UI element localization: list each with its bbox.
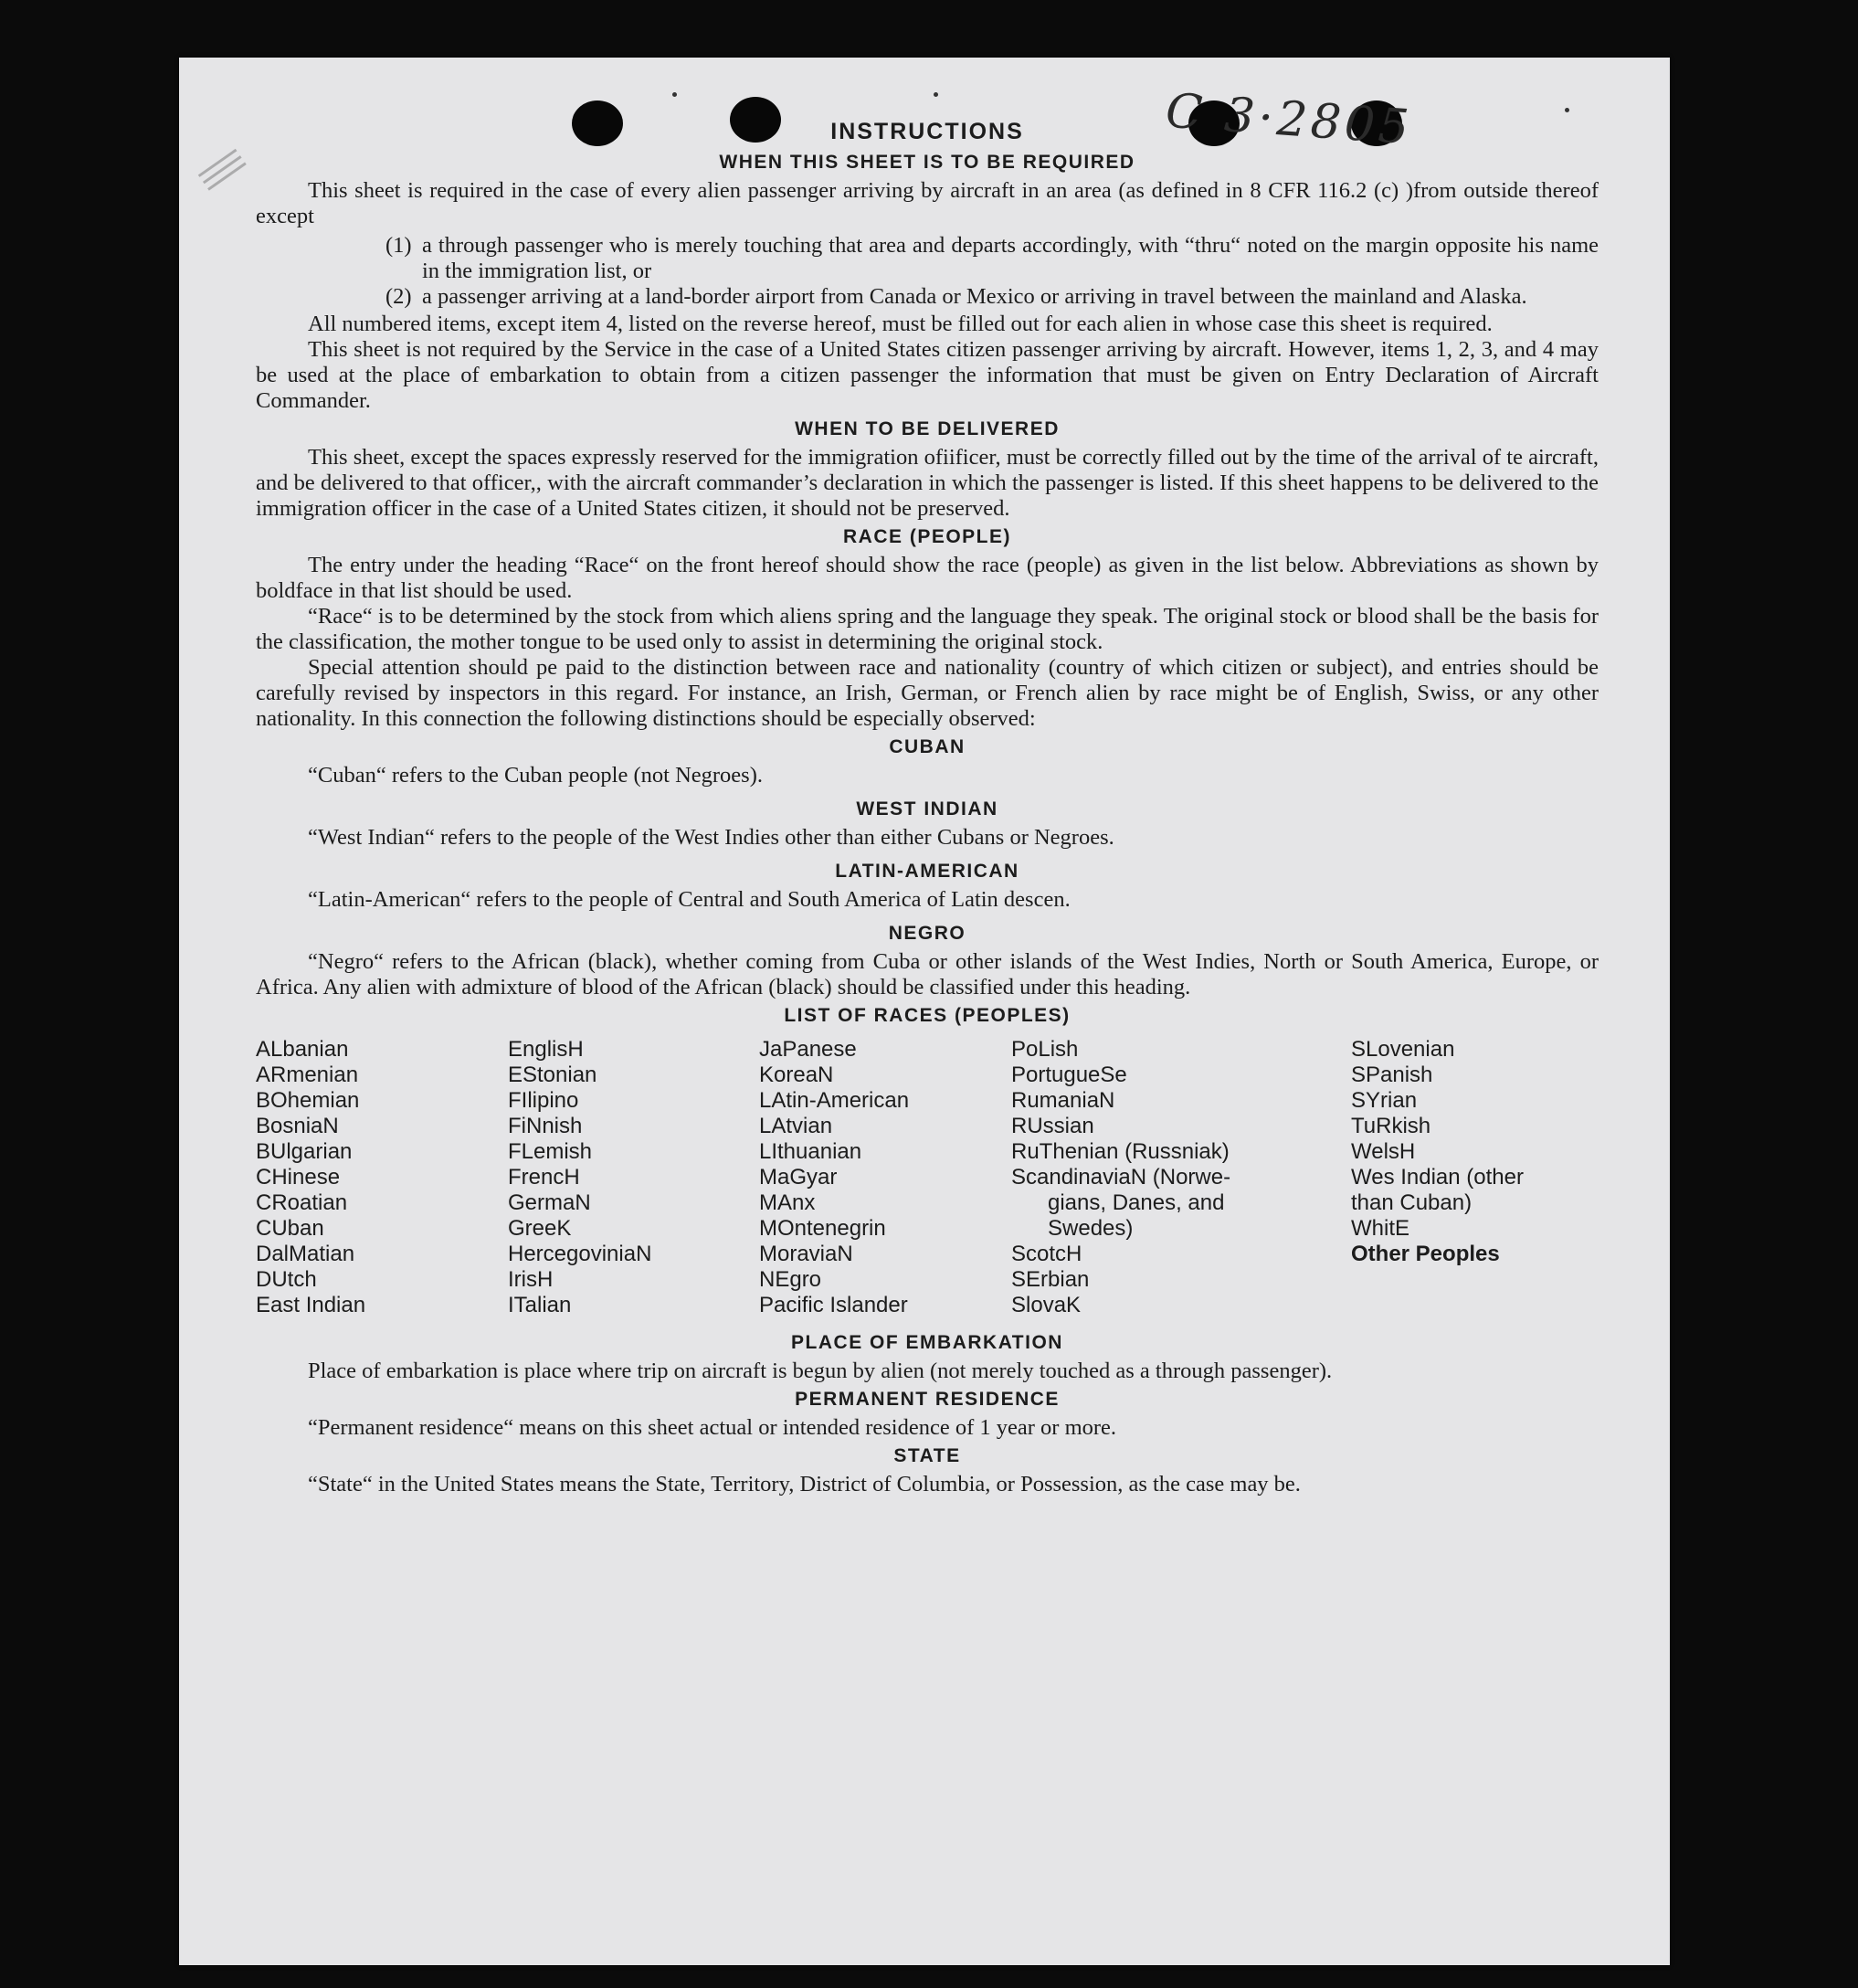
race-entry: EnglisH [508,1037,584,1062]
race-entry: East Indian [256,1293,366,1317]
paragraph: Place of embarkation is place where trip on aircraft is begun by alien (not merely touched as a through passenger). [308,1359,1333,1383]
race-entry: ALbanian [256,1037,349,1062]
race-entry: BosniaN [256,1114,339,1138]
paragraph: Special attention should pe paid to the distinction between race and nationality (country of which citizen or subject), and entries should be carefully revised by inspectors in this regard. For instance, an Irish, German, or French alien by race might be of English, Swiss, or any other nationality. In this connection the following distinctions should be especially observed: [256,655,1599,731]
race-entry: LAtvian [759,1114,833,1138]
race-entry: GreeK [508,1216,572,1241]
race-entry: BUlgarian [256,1139,353,1164]
paragraph: “Permanent residence“ means on this sheet actual or intended residence of 1 year or more. [308,1415,1117,1440]
race-entry: SYrian [1351,1088,1418,1113]
race-entry: DUtch [256,1267,317,1292]
races-column [759,1037,1011,1318]
race-entry: ScotcH [1011,1242,1082,1266]
races-list [256,1037,1599,1318]
race-entry: ITalian [508,1293,572,1317]
race-entry: SlovaK [1011,1293,1082,1317]
race-entry: SErbian [1011,1267,1090,1292]
race-entry: Other Peoples [1351,1242,1500,1266]
race-entry: CUban [256,1216,324,1241]
races-column [1011,1037,1351,1318]
paragraph: “West Indian“ refers to the people of the West Indies other than either Cubans or Negroes. [308,825,1114,850]
paragraph: “State“ in the United States means the State, Territory, District of Columbia, or Possession, as the case may be. [308,1472,1301,1496]
race-entry: Swedes) [1048,1216,1134,1241]
instructions-text [256,116,1599,1497]
race-entry: Pacific Islander [759,1293,908,1317]
paragraph: “Negro“ refers to the African (black), whether coming from Cuba or other islands of the West Indies, North or South America, Europe, or Africa. Any alien with admixture of blood of the African (black) should be classified under this heading. [256,949,1599,999]
paragraph: “Latin-American“ refers to the people of Central and South America of Latin descen. [308,887,1071,912]
section-heading: LIST OF RACES (PEOPLES) [784,1005,1071,1026]
race-entry: FiNnish [508,1114,583,1138]
section-heading: RACE (PEOPLE) [842,526,1011,547]
section-heading: LATIN-AMERICAN [835,861,1019,882]
section-heading: CUBAN [889,736,966,757]
paragraph: This sheet, except the spaces expressly reserved for the immigration ofiificer, must be correctly filled out by the time of the arrival of te aircraft, and be delivered to that officer,, with the aircraft commander’s declaration in which the passenger is listed. If this sheet happens to be delivered to the immigration officer in the case of a United States citizen, it should not be preserved. [256,445,1599,521]
race-entry: ARmenian [256,1063,359,1087]
race-entry: WhitE [1351,1216,1410,1241]
race-entry: LAtin-American [759,1088,910,1113]
race-entry: CHinese [256,1165,341,1190]
race-entry: RuThenian (Russniak) [1011,1139,1230,1164]
list-item: (2) a passenger arriving at a land-border airport from Canada or Mexico or arriving in travel between the mainland and Alaska. [385,284,1527,309]
section-heading: STATE [893,1445,961,1466]
race-entry: JaPanese [759,1037,857,1062]
race-entry: NEgro [759,1267,822,1292]
race-entry: PortugueSe [1011,1063,1127,1087]
race-entry: ScandinaviaN (Norwe- [1011,1165,1231,1190]
race-entry: than Cuban) [1351,1190,1473,1215]
race-entry: MaGyar [759,1165,838,1190]
list-item: (1) a through passenger who is merely touching that area and departs accordingly, with “thru“ noted on the margin opposite his name in the immigration list, or [385,233,1599,283]
race-entry: WelsH [1351,1139,1416,1164]
race-entry: BOhemian [256,1088,360,1113]
race-entry: KoreaN [759,1063,834,1087]
race-entry: SLovenian [1351,1037,1455,1062]
race-entry: GermaN [508,1190,591,1215]
section-heading: WHEN THIS SHEET IS TO BE REQUIRED [719,152,1135,173]
paragraph: This sheet is not required by the Service in the case of a United States citizen passenger arriving by aircraft. However, items 1, 2, 3, and 4 may be used at the place of embarkation to obtain from a citizen passenger the information that must be given on Entry Declaration of Aircraft Commander. [256,337,1599,413]
race-entry: HercegoviniaN [508,1242,652,1266]
race-entry: IrisH [508,1267,554,1292]
race-entry: PoLish [1011,1037,1079,1062]
race-entry: MOntenegrin [759,1216,886,1241]
race-entry: RumaniaN [1011,1088,1115,1113]
races-column [508,1037,759,1318]
paragraph: “Cuban“ refers to the Cuban people (not Negroes). [308,763,763,788]
race-entry: FrencH [508,1165,580,1190]
race-entry: DalMatian [256,1242,355,1266]
section-heading: WEST INDIAN [856,798,998,820]
section-heading: PERMANENT RESIDENCE [795,1389,1060,1410]
exception-list [385,233,1599,310]
handwritten-note: C 3·2805 [1164,83,1415,156]
paragraph: This sheet is required in the case of every alien passenger arriving by aircraft in an area (as defined in 8 CFR 116.2 (c) )from outside thereof except [256,178,1599,228]
paragraph: “Race“ is to be determined by the stock from which aliens spring and the language they speak. The original stock or blood shall be the basis for the classification, the mother tongue to be used only to assist in determining the original stock. [256,604,1599,654]
race-entry: EStonian [508,1063,597,1087]
page-title: INSTRUCTIONS [830,119,1024,144]
races-column [1351,1037,1599,1318]
section-heading: WHEN TO BE DELIVERED [795,418,1060,439]
paragraph: The entry under the heading “Race“ on the front hereof should show the race (people) as given in the list below. Abbreviations as shown by boldface in that list should be used. [256,553,1599,603]
race-entry: RUssian [1011,1114,1094,1138]
document-page [179,58,1670,1965]
race-entry: FLemish [508,1139,593,1164]
paragraph: All numbered items, except item 4, listed on the reverse hereof, must be filled out for each alien in whose case this sheet is required. [308,312,1493,336]
race-entry: MAnx [759,1190,816,1215]
race-entry: TuRkish [1351,1114,1431,1138]
race-entry: Wes Indian (other [1351,1165,1524,1190]
race-entry: LIthuanian [759,1139,862,1164]
section-heading: PLACE OF EMBARKATION [791,1332,1063,1353]
races-column [256,1037,508,1318]
race-entry: MoraviaN [759,1242,853,1266]
section-heading: NEGRO [888,923,966,944]
race-entry: SPanish [1351,1063,1433,1087]
race-entry: gians, Danes, and [1048,1190,1225,1215]
race-entry: FIlipino [508,1088,579,1113]
race-entry: CRoatian [256,1190,348,1215]
